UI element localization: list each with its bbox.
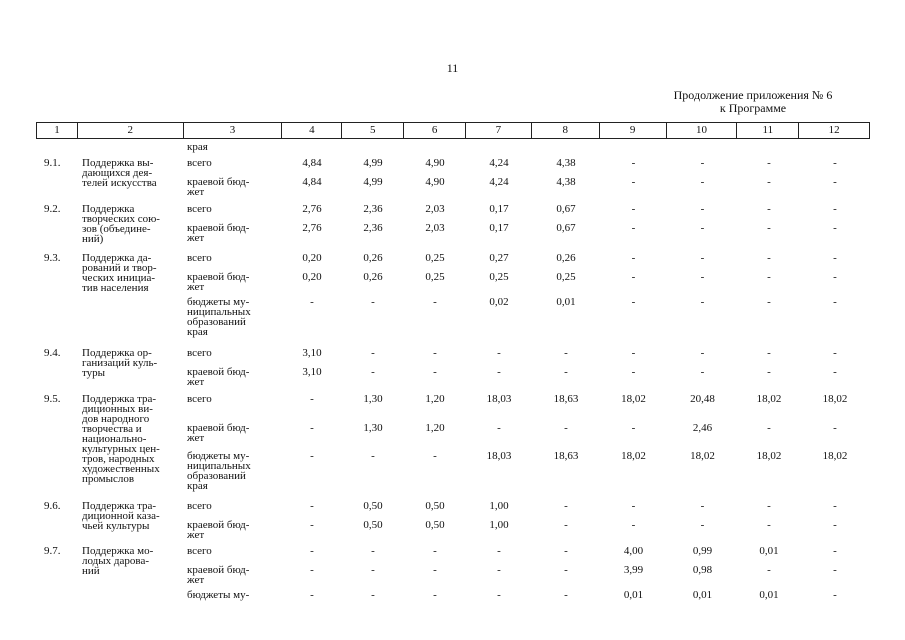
value-cell: 4,24 bbox=[489, 157, 509, 169]
value-cell: - bbox=[767, 422, 771, 434]
funding-source-line: всего bbox=[187, 545, 212, 557]
funding-source-line: краевой бюд- bbox=[187, 366, 250, 378]
value-cell: - bbox=[833, 296, 837, 308]
row-name-line: тров, народных bbox=[82, 453, 155, 465]
value-cell: - bbox=[497, 347, 501, 359]
funding-source-line: бюджеты му- bbox=[187, 589, 250, 601]
value-cell: - bbox=[833, 271, 837, 283]
value-cell: - bbox=[700, 500, 705, 512]
funding-source-line: ниципальных bbox=[187, 460, 251, 472]
appendix-caption bbox=[643, 89, 863, 115]
value-cell: - bbox=[371, 296, 375, 308]
value-cell: 0,67 bbox=[556, 222, 576, 234]
value-cell: - bbox=[564, 589, 568, 601]
value-cell: 0,50 bbox=[425, 519, 445, 531]
row-name-line: телей искусства bbox=[82, 177, 157, 189]
value-cell: 1,20 bbox=[425, 422, 445, 434]
value-cell: - bbox=[767, 347, 771, 359]
value-cell: - bbox=[631, 222, 636, 234]
value-cell: - bbox=[564, 519, 568, 531]
column-header: 5 bbox=[342, 123, 404, 138]
value-cell: - bbox=[833, 545, 837, 557]
value-cell: - bbox=[371, 589, 375, 601]
appendix-line-1: Продолжение приложения № 6 bbox=[673, 88, 833, 102]
value-cell: 0,26 bbox=[556, 252, 576, 264]
value-cell: 1,00 bbox=[489, 519, 509, 531]
row-name-line: ний bbox=[82, 565, 100, 577]
value-cell: 2,36 bbox=[363, 203, 383, 215]
value-cell: - bbox=[833, 366, 837, 378]
value-cell: - bbox=[433, 589, 437, 601]
value-cell: - bbox=[433, 347, 437, 359]
value-cell: 18,02 bbox=[621, 450, 646, 462]
value-cell: - bbox=[767, 296, 771, 308]
column-header: 11 bbox=[737, 123, 799, 138]
value-cell: - bbox=[767, 157, 771, 169]
value-cell: 0,02 bbox=[489, 296, 509, 308]
funding-source-line: всего bbox=[187, 393, 212, 405]
row-name-line: Поддержка тра- bbox=[82, 500, 157, 512]
value-cell: 3,10 bbox=[302, 347, 322, 359]
value-cell: - bbox=[833, 252, 837, 264]
funding-source-line: жет bbox=[187, 186, 205, 198]
value-cell: - bbox=[767, 564, 771, 576]
value-cell: 4,38 bbox=[556, 157, 576, 169]
value-cell: - bbox=[700, 203, 705, 215]
value-cell: 0,50 bbox=[363, 519, 383, 531]
value-cell: - bbox=[310, 519, 314, 531]
funding-source-line: жет bbox=[187, 529, 205, 541]
funding-source-line: краевой бюд- bbox=[187, 222, 250, 234]
column-header: 9 bbox=[600, 123, 667, 138]
column-header: 1 bbox=[37, 123, 78, 138]
row-name-line: художественных bbox=[82, 463, 160, 475]
value-cell: 0,27 bbox=[489, 252, 509, 264]
value-cell: - bbox=[433, 564, 437, 576]
value-cell: - bbox=[497, 589, 501, 601]
value-cell: - bbox=[833, 157, 837, 169]
value-cell: - bbox=[767, 252, 771, 264]
value-cell: 3,99 bbox=[623, 564, 644, 576]
funding-source-line: всего bbox=[187, 252, 212, 264]
value-cell: - bbox=[631, 347, 636, 359]
table-header bbox=[36, 122, 870, 139]
value-cell: - bbox=[833, 519, 837, 531]
value-cell: - bbox=[631, 252, 636, 264]
value-cell: 2,36 bbox=[363, 222, 383, 234]
row-name-line: чьей культуры bbox=[82, 520, 150, 532]
value-cell: - bbox=[833, 176, 837, 188]
funding-source-line: краевой бюд- bbox=[187, 422, 250, 434]
value-cell: 1,30 bbox=[363, 422, 383, 434]
value-cell: 4,84 bbox=[302, 157, 322, 169]
value-cell: 0,17 bbox=[489, 222, 509, 234]
funding-source-line: края bbox=[187, 326, 208, 338]
funding-source-line: краевой бюд- bbox=[187, 519, 250, 531]
row-name-line: лодых дарова- bbox=[82, 555, 149, 567]
value-cell: - bbox=[833, 422, 837, 434]
row-name-line: ганизаций куль- bbox=[82, 357, 158, 369]
value-cell: - bbox=[564, 422, 568, 434]
value-cell: - bbox=[631, 296, 636, 308]
column-header: 10 bbox=[667, 123, 738, 138]
value-cell: 0,25 bbox=[489, 271, 509, 283]
carry-over-text: края bbox=[187, 141, 208, 153]
row-number: 9.1. bbox=[44, 157, 61, 169]
value-cell: - bbox=[310, 393, 314, 405]
value-cell: - bbox=[310, 422, 314, 434]
value-cell: 3,10 bbox=[302, 366, 322, 378]
row-name-line: дов народного bbox=[82, 413, 150, 425]
value-cell: - bbox=[700, 157, 705, 169]
value-cell: - bbox=[700, 347, 705, 359]
row-name-line: творчества и bbox=[82, 423, 142, 435]
value-cell: 4,90 bbox=[425, 176, 445, 188]
value-cell: - bbox=[631, 519, 636, 531]
value-cell: 0,17 bbox=[489, 203, 509, 215]
value-cell: - bbox=[767, 271, 771, 283]
value-cell: - bbox=[564, 545, 568, 557]
value-cell: 0,67 bbox=[556, 203, 576, 215]
funding-source-line: всего bbox=[187, 347, 212, 359]
column-header: 4 bbox=[282, 123, 342, 138]
funding-source-line: жет bbox=[187, 232, 205, 244]
value-cell: - bbox=[833, 203, 837, 215]
column-header: 6 bbox=[404, 123, 466, 138]
value-cell: - bbox=[497, 545, 501, 557]
value-cell: - bbox=[631, 176, 636, 188]
value-cell: - bbox=[767, 203, 771, 215]
value-cell: - bbox=[631, 271, 636, 283]
funding-source-line: жет bbox=[187, 281, 205, 293]
value-cell: 0,26 bbox=[363, 271, 383, 283]
value-cell: - bbox=[833, 222, 837, 234]
funding-source-line: краевой бюд- bbox=[187, 564, 250, 576]
funding-source-line: края bbox=[187, 480, 208, 492]
value-cell: - bbox=[564, 564, 568, 576]
value-cell: 0,99 bbox=[692, 545, 713, 557]
value-cell: 18,63 bbox=[553, 450, 579, 462]
value-cell: - bbox=[310, 296, 314, 308]
value-cell: 0,50 bbox=[425, 500, 445, 512]
value-cell: 0,01 bbox=[623, 589, 644, 601]
value-cell: 0,25 bbox=[556, 271, 576, 283]
row-name-line: Поддержка вы- bbox=[82, 157, 154, 169]
funding-source-line: всего bbox=[187, 203, 212, 215]
value-cell: - bbox=[631, 422, 636, 434]
value-cell: 18,02 bbox=[822, 450, 848, 462]
row-name-line: тив населения bbox=[82, 282, 149, 294]
value-cell: 18,03 bbox=[486, 450, 512, 462]
value-cell: 4,99 bbox=[363, 157, 383, 169]
value-cell: - bbox=[631, 500, 636, 512]
value-cell: - bbox=[433, 366, 437, 378]
funding-source-line: жет bbox=[187, 432, 205, 444]
value-cell: 1,20 bbox=[425, 393, 445, 405]
value-cell: - bbox=[497, 422, 501, 434]
value-cell: 4,24 bbox=[489, 176, 509, 188]
row-name-line: культурных цен- bbox=[82, 443, 160, 455]
value-cell: 20,48 bbox=[690, 393, 715, 405]
value-cell: - bbox=[833, 589, 837, 601]
value-cell: 2,03 bbox=[425, 222, 445, 234]
column-header: 2 bbox=[78, 123, 184, 138]
value-cell: - bbox=[767, 176, 771, 188]
value-cell: - bbox=[700, 519, 705, 531]
value-cell: - bbox=[700, 296, 705, 308]
row-name-line: национально- bbox=[82, 433, 147, 445]
row-number: 9.7. bbox=[44, 545, 61, 557]
value-cell: 2,03 bbox=[425, 203, 445, 215]
value-cell: 2,76 bbox=[302, 203, 322, 215]
value-cell: 18,63 bbox=[553, 393, 579, 405]
value-cell: - bbox=[310, 500, 314, 512]
value-cell: - bbox=[433, 450, 437, 462]
value-cell: 18,02 bbox=[822, 393, 848, 405]
value-cell: 0,25 bbox=[425, 271, 445, 283]
value-cell: - bbox=[371, 347, 375, 359]
funding-source-line: всего bbox=[187, 500, 212, 512]
row-name-line: туры bbox=[82, 367, 106, 379]
funding-source-line: бюджеты му- bbox=[187, 450, 250, 462]
value-cell: - bbox=[631, 203, 636, 215]
value-cell: 0,01 bbox=[759, 589, 779, 601]
column-header: 8 bbox=[532, 123, 600, 138]
value-cell: - bbox=[497, 564, 501, 576]
value-cell: - bbox=[371, 366, 375, 378]
value-cell: - bbox=[564, 500, 568, 512]
value-cell: - bbox=[631, 366, 636, 378]
value-cell: 0,01 bbox=[759, 545, 779, 557]
value-cell: - bbox=[564, 366, 568, 378]
value-cell: 18,02 bbox=[621, 393, 646, 405]
value-cell: - bbox=[371, 564, 375, 576]
value-cell: 4,90 bbox=[425, 157, 445, 169]
appendix-line-2: к Программе bbox=[719, 101, 787, 115]
value-cell: - bbox=[767, 500, 771, 512]
funding-source-line: краевой бюд- bbox=[187, 271, 250, 283]
funding-source-line: бюджеты му- bbox=[187, 296, 250, 308]
value-cell: 0,25 bbox=[425, 252, 445, 264]
funding-source-line: образований bbox=[187, 470, 246, 482]
value-cell: 0,50 bbox=[363, 500, 383, 512]
value-cell: - bbox=[767, 366, 771, 378]
row-number: 9.3. bbox=[44, 252, 61, 264]
row-name-line: диционной каза- bbox=[82, 510, 160, 522]
value-cell: 0,01 bbox=[556, 296, 576, 308]
value-cell: - bbox=[700, 366, 705, 378]
row-name-line: ний) bbox=[82, 233, 104, 245]
row-number: 9.5. bbox=[44, 393, 61, 405]
row-name-line: ческих инициа- bbox=[82, 272, 156, 284]
value-cell: - bbox=[700, 222, 705, 234]
value-cell: - bbox=[833, 500, 837, 512]
row-name-line: Поддержка bbox=[82, 203, 135, 215]
funding-source-line: образований bbox=[187, 316, 246, 328]
funding-source-line: жет bbox=[187, 574, 205, 586]
value-cell: 0,01 bbox=[692, 589, 713, 601]
value-cell: 0,20 bbox=[302, 252, 322, 264]
column-header: 7 bbox=[466, 123, 532, 138]
funding-source-line: всего bbox=[187, 157, 212, 169]
value-cell: - bbox=[700, 176, 705, 188]
value-cell: - bbox=[767, 222, 771, 234]
value-cell: 0,20 bbox=[302, 271, 322, 283]
value-cell: - bbox=[631, 157, 636, 169]
value-cell: - bbox=[700, 252, 705, 264]
value-cell: 18,02 bbox=[690, 450, 715, 462]
value-cell: - bbox=[433, 296, 437, 308]
page-number: 11 bbox=[446, 61, 459, 75]
value-cell: 4,38 bbox=[556, 176, 576, 188]
value-cell: 18,02 bbox=[756, 450, 782, 462]
funding-source-line: жет bbox=[187, 376, 205, 388]
row-name-line: дающихся дея- bbox=[82, 167, 153, 179]
row-name-line: диционных ви- bbox=[82, 403, 153, 415]
value-cell: 4,84 bbox=[302, 176, 322, 188]
value-cell: - bbox=[564, 347, 568, 359]
value-cell: - bbox=[310, 589, 314, 601]
value-cell: - bbox=[310, 450, 314, 462]
row-name-line: Поддержка мо- bbox=[82, 545, 154, 557]
value-cell: - bbox=[497, 366, 501, 378]
row-number: 9.6. bbox=[44, 500, 61, 512]
value-cell: 4,00 bbox=[623, 545, 644, 557]
row-number: 9.4. bbox=[44, 347, 61, 359]
row-name-line: Поддержка тра- bbox=[82, 393, 157, 405]
value-cell: - bbox=[767, 519, 771, 531]
value-cell: - bbox=[371, 545, 375, 557]
value-cell: 2,76 bbox=[302, 222, 322, 234]
value-cell: - bbox=[833, 564, 837, 576]
value-cell: 18,03 bbox=[486, 393, 512, 405]
value-cell: 1,00 bbox=[489, 500, 509, 512]
value-cell: - bbox=[310, 545, 314, 557]
value-cell: 4,99 bbox=[363, 176, 383, 188]
value-cell: - bbox=[833, 347, 837, 359]
value-cell: 18,02 bbox=[756, 393, 782, 405]
row-name-line: Поддержка ор- bbox=[82, 347, 152, 359]
row-number: 9.2. bbox=[44, 203, 61, 215]
funding-source-line: ниципальных bbox=[187, 306, 251, 318]
row-name-line: промыслов bbox=[82, 473, 135, 485]
value-cell: - bbox=[700, 271, 705, 283]
value-cell: 0,98 bbox=[692, 564, 713, 576]
value-cell: 0,26 bbox=[363, 252, 383, 264]
value-cell: 1,30 bbox=[363, 393, 383, 405]
value-cell: - bbox=[371, 450, 375, 462]
value-cell: - bbox=[433, 545, 437, 557]
row-name-line: рований и твор- bbox=[82, 262, 157, 274]
value-cell: - bbox=[310, 564, 314, 576]
row-name-line: творческих сою- bbox=[82, 213, 160, 225]
row-name-line: Поддержка да- bbox=[82, 252, 152, 264]
value-cell: 2,46 bbox=[692, 422, 713, 434]
column-header: 12 bbox=[828, 124, 840, 136]
funding-source-line: краевой бюд- bbox=[187, 176, 250, 188]
column-header: 3 bbox=[184, 123, 283, 138]
row-name-line: зов (объедине- bbox=[82, 223, 151, 235]
